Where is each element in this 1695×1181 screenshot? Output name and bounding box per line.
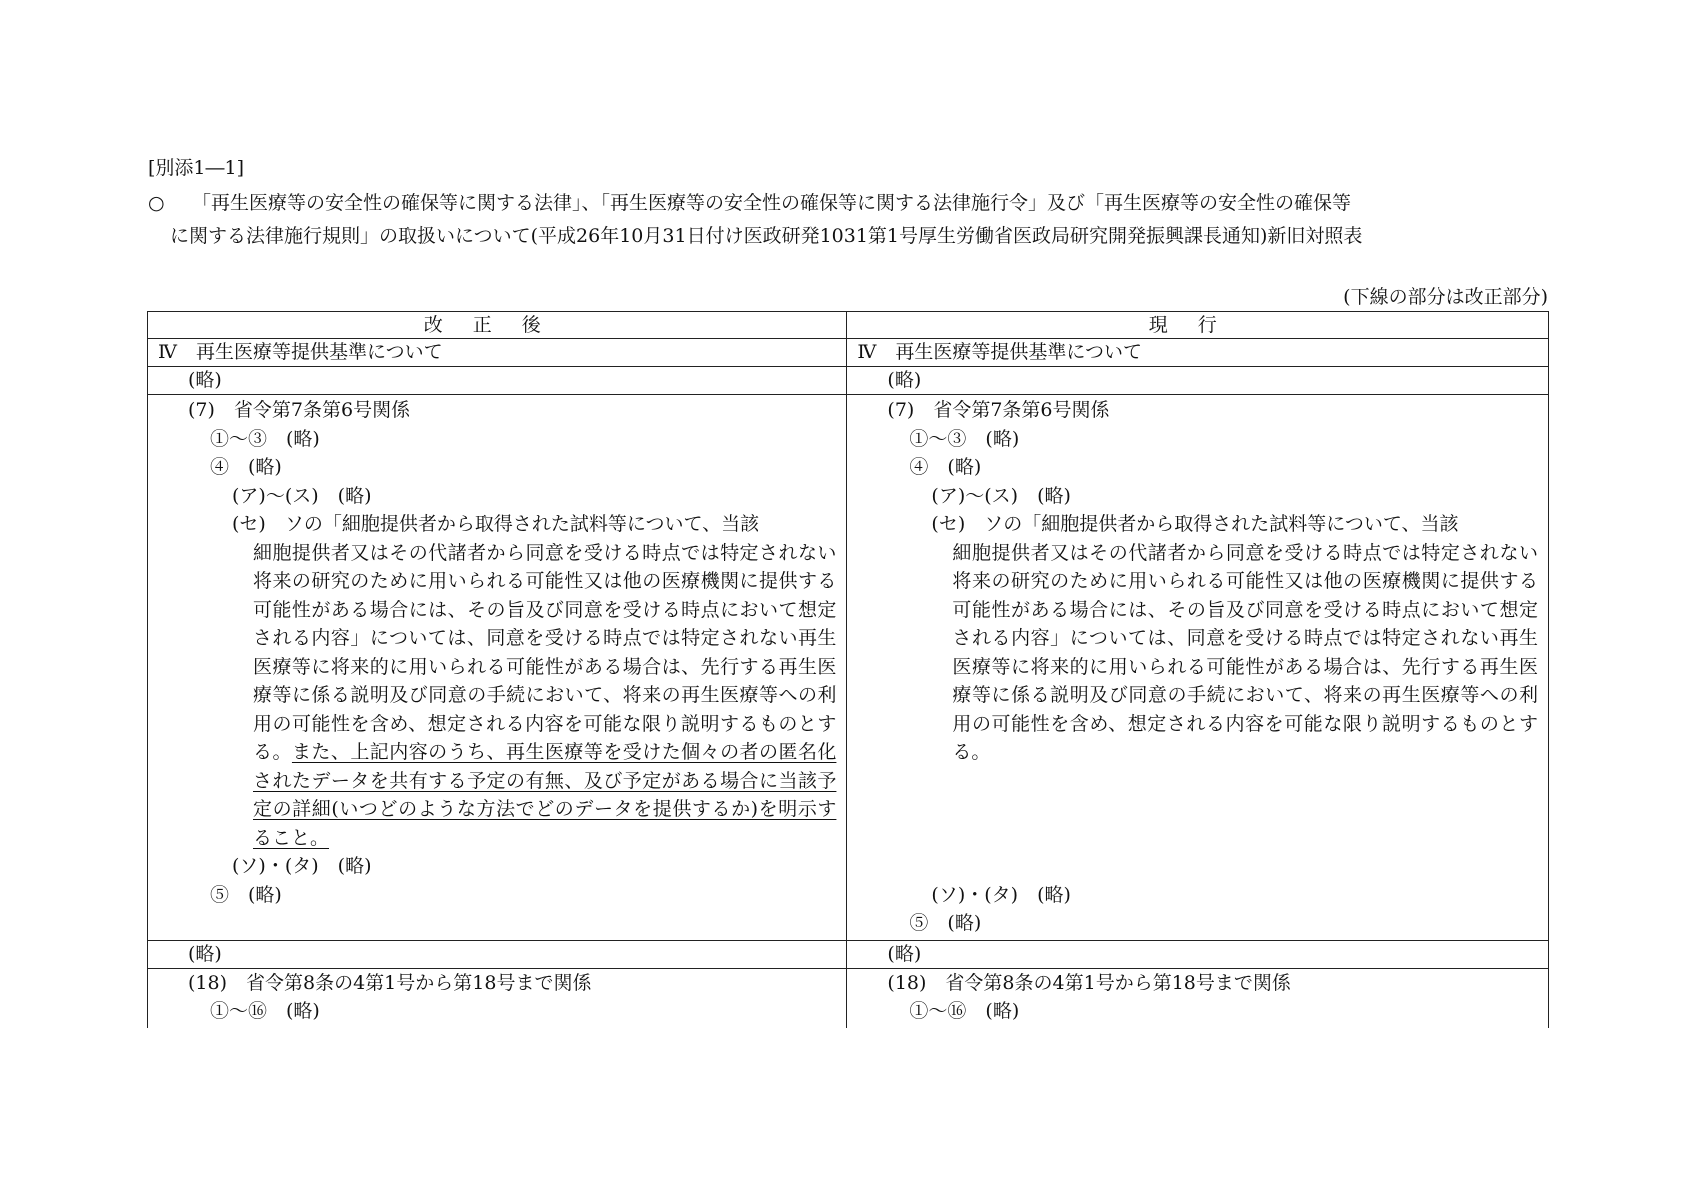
item7-title: (7) 省令第7条第6号関係 (188, 399, 411, 421)
omitted-current-2: (略) (847, 940, 1549, 968)
title-line-1: 「再生医療等の安全性の確保等に関する法律」、「再生医療等の安全性の確保等に関する法律施行令」及び「再生医療等の安全性の確保等 (192, 192, 1352, 214)
item-a-su: (ア)～(ス) (略) (931, 484, 1071, 507)
document-title (148, 187, 1548, 253)
item18-title: (18) 省令第8条の4第1号から第18号まで関係 (188, 971, 592, 994)
item18-1-16: ①～⑯ (略) (210, 1000, 320, 1022)
item18-title: (18) 省令第8条の4第1号から第18号まで関係 (887, 971, 1291, 994)
omitted-after-2: (略) (148, 940, 847, 968)
header-current: 現行 (847, 312, 1549, 339)
item7-4: ④ (略) (909, 456, 982, 478)
item-so-ta: (ソ)・(タ) (略) (232, 855, 372, 877)
item-se-body: 細胞提供者又はその代諸者から同意を受ける時点では特定されない将来の研究のために用いられる可能性又は他の医療機関に提供する可能性がある場合には、その旨及び同意を受ける時点において想定される内容」については、同意を受ける時点では特定されない再生医療等に将来的に用いられる可能性がある場合は、先行する再生医療等に係る説明及び同意の手続において、将来の再生医療等への利用の可能性を含め、想定される内容を可能な限り説明するものとする。また、上記内容のうち、再生医療等を受けた個々の者の匿名化されたデータを共有する予定の有無、及び予定がある場合に当該予定の詳細(いつどのような方法でどのデータを提供するか)を明示すること。 (253, 541, 837, 849)
section-heading-current: Ⅳ 再生医療等提供基準について (847, 339, 1549, 367)
omitted-current: (略) (847, 367, 1549, 395)
comparison-table (147, 311, 1549, 1028)
item7-after-cell (148, 395, 847, 941)
amended-text: また、上記内容のうち、再生医療等を受けた個々の者の匿名化されたデータを共有する予定の有無、及び予定がある場合に当該予定の詳細(いつどのような方法でどのデータを提供するか)を明示すること。 (253, 741, 837, 849)
item7-title: (7) 省令第7条第6号関係 (887, 399, 1110, 421)
title-line-2: に関する法律施行規則」の取扱いについて(平成26年10月31日付け医政研発1031第1号厚生労働省医政局研究開発振興課長通知)新旧対照表 (170, 225, 1363, 247)
underline-note: (下線の部分は改正部分) (1343, 286, 1548, 308)
item7-current-cell (847, 395, 1549, 941)
omitted-after: (略) (148, 367, 847, 395)
item7-4: ④ (略) (210, 456, 282, 478)
item7-1-3: ①～③ (略) (210, 427, 320, 450)
reference-label: [別添1―1] (148, 157, 245, 179)
circle-bullet: ○ (148, 192, 165, 214)
item-se-body: 細胞提供者又はその代諸者から同意を受ける時点では特定されない将来の研究のために用いられる可能性又は他の医療機関に提供する可能性がある場合には、その旨及び同意を受ける時点において想定される内容」については、同意を受ける時点では特定されない再生医療等に将来的に用いられる可能性がある場合は、先行する再生医療等に係る説明及び同意の手続において、将来の再生医療等への利用の可能性を含め、想定される内容を可能な限り説明するものとする。 (952, 541, 1538, 763)
item18-current-cell (847, 968, 1549, 1028)
header-after: 改正後 (148, 312, 847, 339)
item-se-label: (セ) ソの「細胞提供者から取得された試料等について、当該 (931, 513, 1459, 535)
item-so-ta: (ソ)・(タ) (略) (931, 883, 1071, 906)
section-heading-after: Ⅳ 再生医療等提供基準について (148, 339, 847, 367)
item7-1-3: ①～③ (略) (909, 427, 1020, 450)
item18-after-cell (148, 968, 847, 1028)
item-se-label: (セ) ソの「細胞提供者から取得された試料等について、当該 (232, 513, 760, 535)
item18-1-16: ①～⑯ (略) (909, 1000, 1020, 1022)
item-a-su: (ア)～(ス) (略) (232, 484, 372, 507)
item7-5: ⑤ (略) (909, 912, 982, 934)
item7-5: ⑤ (略) (210, 883, 282, 906)
